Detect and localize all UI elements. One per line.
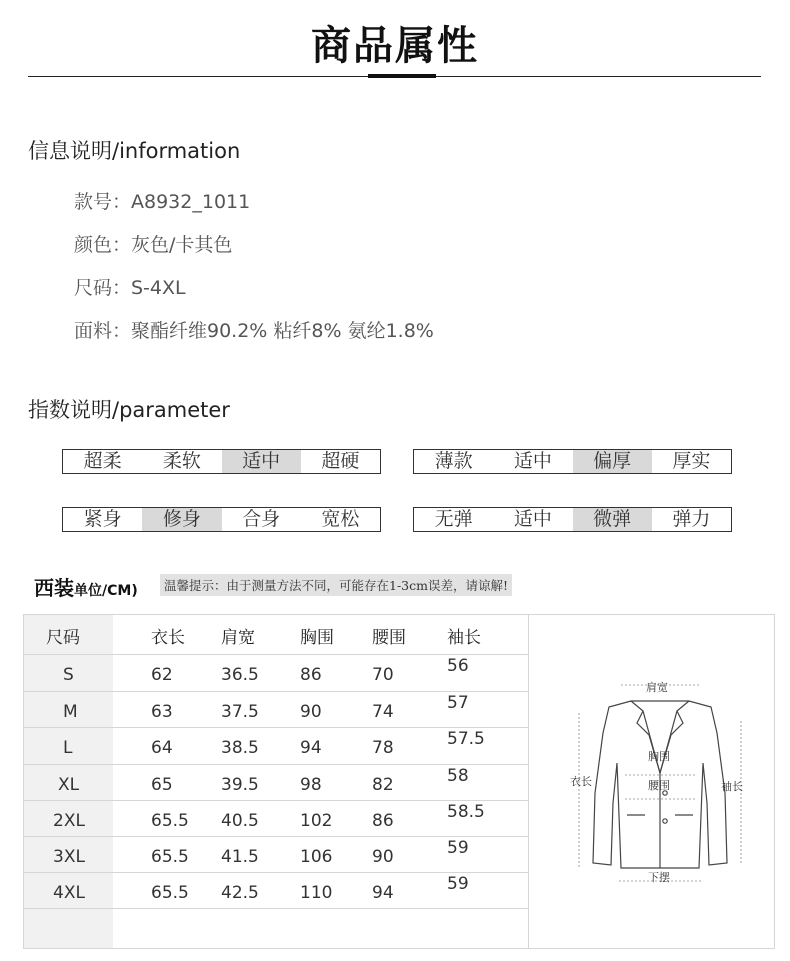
info-color: 颜色：灰色/卡其色 xyxy=(74,234,233,256)
scale-option: 适中 xyxy=(513,508,552,530)
scale-option: 厚实 xyxy=(672,450,711,472)
scale-option-selected: 修身 xyxy=(142,508,221,531)
row-divider xyxy=(24,872,529,873)
measure-cell: 90 xyxy=(300,702,322,722)
hem-label: 下摆 xyxy=(648,871,670,884)
sleeve-label: 袖长 xyxy=(721,780,743,793)
scale-option: 超柔 xyxy=(83,450,122,472)
measure-cell: 70 xyxy=(372,665,394,685)
size-cell: 2XL xyxy=(53,811,85,831)
scale-option-selected: 偏厚 xyxy=(573,450,652,473)
size-cell: L xyxy=(63,738,73,758)
measure-cell: 64 xyxy=(151,738,173,758)
measure-cell: 59 xyxy=(447,874,469,894)
measure-cell: 65.5 xyxy=(151,811,189,831)
measure-cell: 58.5 xyxy=(447,802,485,822)
measurement-note: 温馨提示：由于测量方法不同，可能存在1-3cm误差，请谅解! xyxy=(160,574,512,596)
measure-cell: 94 xyxy=(300,738,322,758)
row-divider xyxy=(24,727,529,728)
thickness-scale xyxy=(413,449,732,474)
header-cell: 腰围 xyxy=(372,628,406,648)
info-heading: 信息说明/information xyxy=(28,139,241,163)
measure-cell: 37.5 xyxy=(221,702,259,722)
scale-option: 柔软 xyxy=(162,450,201,472)
scale-option: 薄款 xyxy=(434,450,473,472)
header-cell: 尺码 xyxy=(46,628,80,648)
length-label: 衣长 xyxy=(570,775,592,788)
measure-cell: 106 xyxy=(300,847,333,867)
scale-option: 无弹 xyxy=(434,508,473,530)
measure-cell: 62 xyxy=(151,665,173,685)
measure-cell: 78 xyxy=(372,738,394,758)
row-divider xyxy=(24,836,529,837)
shoulder-label: 肩宽 xyxy=(646,681,668,694)
measure-cell: 82 xyxy=(372,775,394,795)
size-cell: M xyxy=(63,702,78,722)
chest-label: 胸围 xyxy=(648,750,670,763)
header-cell: 胸围 xyxy=(300,628,334,648)
scale-option: 合身 xyxy=(242,508,281,530)
table-divider xyxy=(528,615,529,948)
measure-cell: 65.5 xyxy=(151,883,189,903)
measure-cell: 102 xyxy=(300,811,333,831)
row-divider xyxy=(24,908,529,909)
scale-option-selected: 适中 xyxy=(222,450,301,473)
row-divider xyxy=(24,800,529,801)
measure-cell: 58 xyxy=(447,766,469,786)
measure-cell: 86 xyxy=(372,811,394,831)
measure-cell: 57.5 xyxy=(447,729,485,749)
scale-option: 宽松 xyxy=(321,508,360,530)
measure-cell: 65 xyxy=(151,775,173,795)
softness-scale xyxy=(62,449,381,474)
scale-option: 适中 xyxy=(513,450,552,472)
size-cell: S xyxy=(63,665,74,685)
measure-cell: 56 xyxy=(447,656,469,676)
measure-cell: 65.5 xyxy=(151,847,189,867)
title-accent-bar xyxy=(368,74,436,78)
row-divider xyxy=(24,691,529,692)
measure-cell: 110 xyxy=(300,883,333,903)
row-divider xyxy=(24,654,529,655)
info-size-range: 尺码：S-4XL xyxy=(74,277,186,299)
header-cell: 袖长 xyxy=(447,628,481,648)
size-table xyxy=(23,614,775,949)
size-chart-heading xyxy=(34,572,138,601)
measure-cell: 38.5 xyxy=(221,738,259,758)
measure-cell: 98 xyxy=(300,775,322,795)
info-style-number: 款号：A8932_1011 xyxy=(74,191,251,213)
waist-label: 腰围 xyxy=(648,779,670,792)
measure-cell: 59 xyxy=(447,838,469,858)
size-cell: 4XL xyxy=(53,883,85,903)
scale-option-selected: 微弹 xyxy=(573,508,652,531)
measure-cell: 86 xyxy=(300,665,322,685)
measure-cell: 94 xyxy=(372,883,394,903)
measure-cell: 41.5 xyxy=(221,847,259,867)
header-cell: 衣长 xyxy=(151,628,185,648)
scale-option: 紧身 xyxy=(83,508,122,530)
measure-cell: 57 xyxy=(447,693,469,713)
info-fabric: 面料：聚酯纤维90.2% 粘纤8% 氨纶1.8% xyxy=(74,320,434,342)
fit-scale xyxy=(62,507,381,532)
measure-cell: 36.5 xyxy=(221,665,259,685)
measure-cell: 40.5 xyxy=(221,811,259,831)
elasticity-scale xyxy=(413,507,732,532)
row-divider xyxy=(24,764,529,765)
header-cell: 肩宽 xyxy=(221,628,255,648)
measure-cell: 74 xyxy=(372,702,394,722)
measure-cell: 39.5 xyxy=(221,775,259,795)
size-cell: XL xyxy=(58,775,80,795)
parameter-heading: 指数说明/parameter xyxy=(28,398,230,422)
size-cell: 3XL xyxy=(53,847,85,867)
measure-cell: 90 xyxy=(372,847,394,867)
scale-option: 弹力 xyxy=(672,508,711,530)
measure-cell: 42.5 xyxy=(221,883,259,903)
page-title: 商品属性 xyxy=(311,23,479,69)
garment-type: 西装 xyxy=(34,576,74,600)
unit-label: 单位/CM) xyxy=(74,583,138,599)
measure-cell: 63 xyxy=(151,702,173,722)
scale-option: 超硬 xyxy=(321,450,360,472)
